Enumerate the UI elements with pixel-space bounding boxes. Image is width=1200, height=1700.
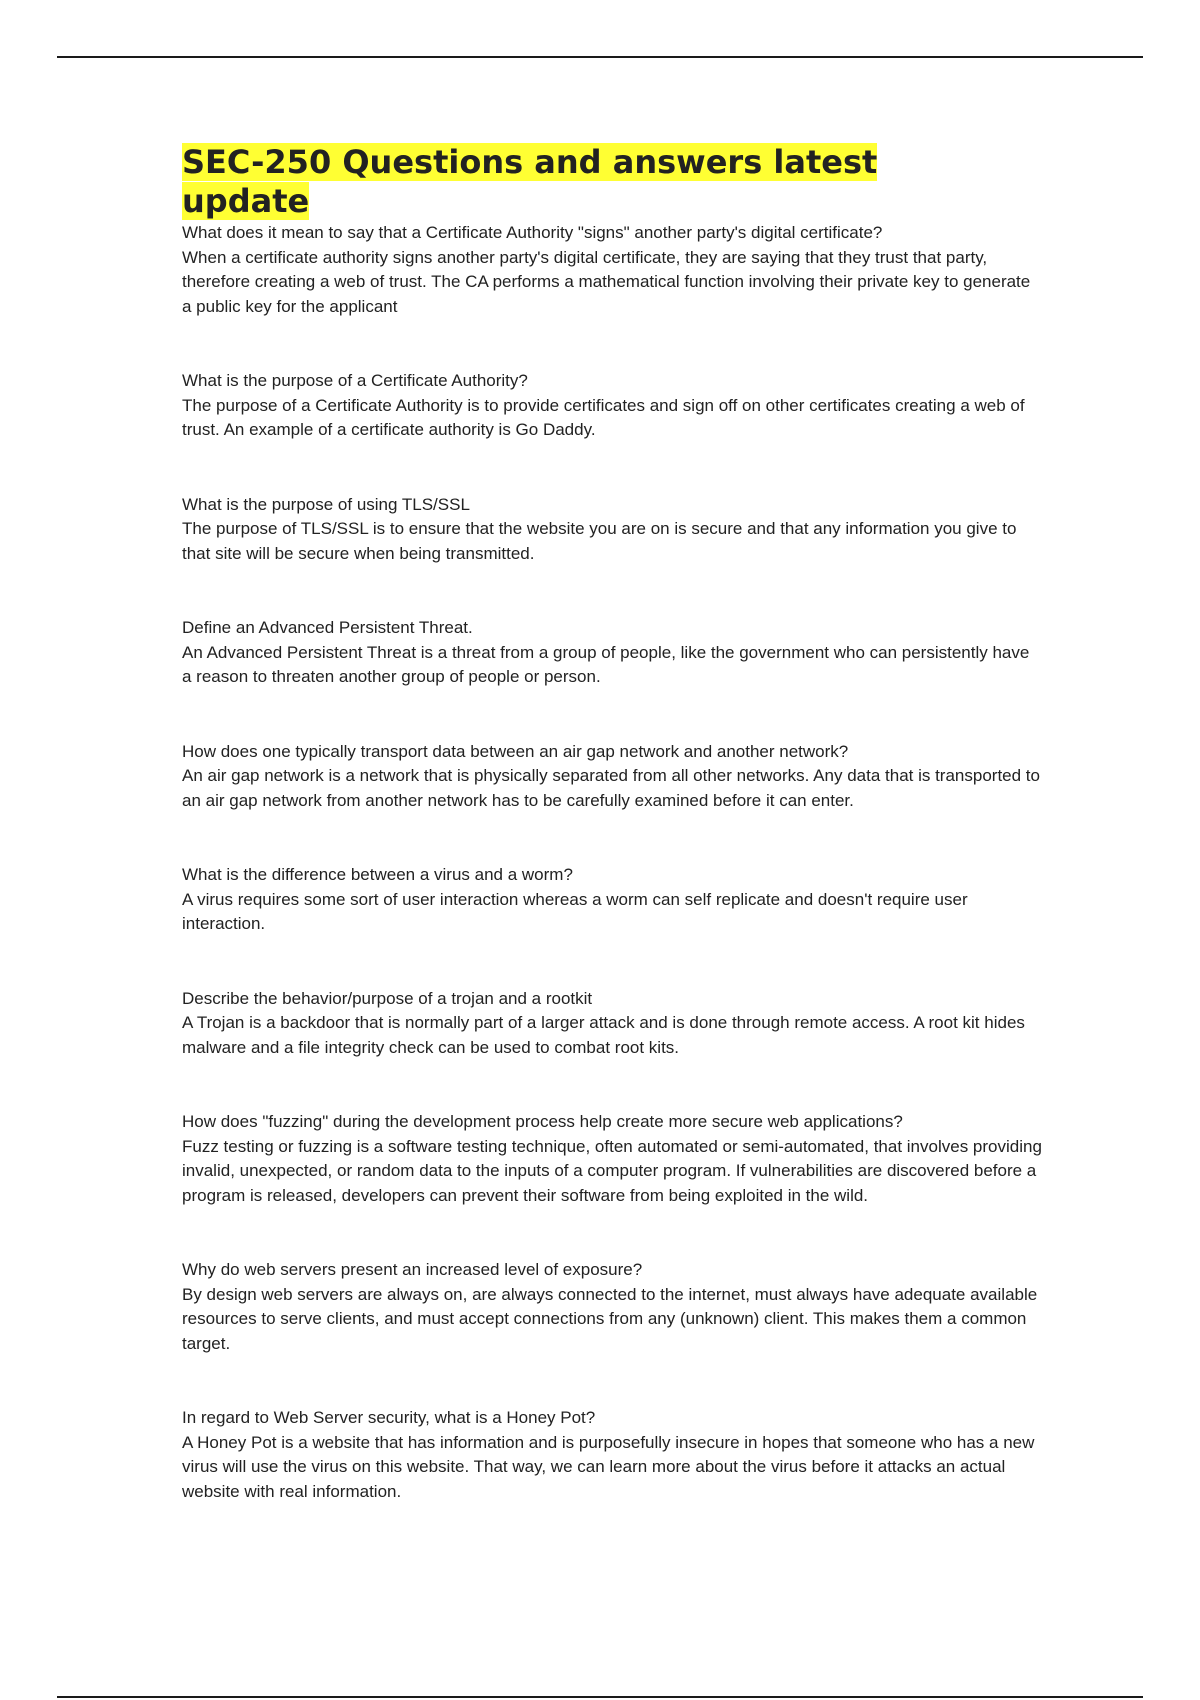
question-text: Define an Advanced Persistent Threat. [182, 618, 473, 637]
footer-rule [57, 1696, 1143, 1698]
qa-item [182, 863, 1042, 937]
qa-item [182, 616, 1042, 690]
answer-text: A virus requires some sort of user interaction whereas a worm can self replicate and doesn't require user interaction. [182, 889, 968, 933]
document-body [182, 143, 1042, 1504]
qa-item [182, 1110, 1042, 1208]
qa-item [182, 493, 1042, 567]
answer-text: When a certificate authority signs another party's digital certificate, they are saying that they trust that party, therefore creating a web of trust. The CA performs a mathematical function involving their private key to generate a public key for the applicant [182, 247, 1031, 316]
answer-text: An Advanced Persistent Threat is a threat from a group of people, like the government who can persistently have a reason to threaten another group of people or person. [182, 642, 1030, 686]
answer-text: The purpose of a Certificate Authority is to provide certificates and sign off on other certificates creating a web of trust. An example of a certificate authority is Go Daddy. [182, 395, 1025, 439]
question-text: Why do web servers present an increased level of exposure? [182, 1260, 643, 1279]
question-text: What is the difference between a virus and a worm? [182, 865, 573, 884]
document-title [182, 143, 902, 221]
qa-item [182, 1406, 1042, 1504]
answer-text: Fuzz testing or fuzzing is a software testing technique, often automated or semi-automated, that involves providing invalid, unexpected, or random data to the inputs of a computer program. If vulnerabilities are discovered before a program is released, developers can prevent their software from being exploited in the wild. [182, 1136, 1042, 1205]
qa-item [182, 740, 1042, 814]
title-highlight: SEC-250 Questions and answers latest update [182, 143, 878, 220]
answer-text: An air gap network is a network that is physically separated from all other networks. Any data that is transported to an air gap network from another network has to be carefully examined before it can enter. [182, 766, 1040, 810]
answer-text: A Honey Pot is a website that has information and is purposefully insecure in hopes that someone who has a new virus will use the virus on this website. That way, we can learn more about the virus before it attacks an actual website with real information. [182, 1432, 1035, 1501]
header-rule [57, 56, 1143, 58]
qa-item [182, 1258, 1042, 1356]
qa-item [182, 221, 1042, 319]
question-text: What is the purpose of using TLS/SSL [182, 494, 470, 514]
answer-text: By design web servers are always on, are always connected to the internet, must always have adequate available resources to serve clients, and must accept connections from any (unknown) client. This makes them a common target. [182, 1284, 1038, 1353]
question-text: Describe the behavior/purpose of a trojan and a rootkit [182, 988, 593, 1008]
question-text: How does "fuzzing" during the development process help create more secure web applications? [182, 1112, 903, 1131]
qa-item [182, 987, 1042, 1061]
question-text: In regard to Web Server security, what is a Honey Pot? [182, 1408, 596, 1427]
question-text: What is the purpose of a Certificate Authority? [182, 371, 528, 390]
question-text: What does it mean to say that a Certificate Authority "signs" another party's digital certificate? [182, 223, 883, 242]
qa-item [182, 369, 1042, 443]
question-text: How does one typically transport data between an air gap network and another network? [182, 741, 849, 761]
answer-text: A Trojan is a backdoor that is normally part of a larger attack and is done through remote access. A root kit hides malware and a file integrity check can be used to combat root kits. [182, 1013, 1025, 1057]
answer-text: The purpose of TLS/SSL is to ensure that the website you are on is secure and that any information you give to that site will be secure when being transmitted. [182, 519, 1017, 563]
